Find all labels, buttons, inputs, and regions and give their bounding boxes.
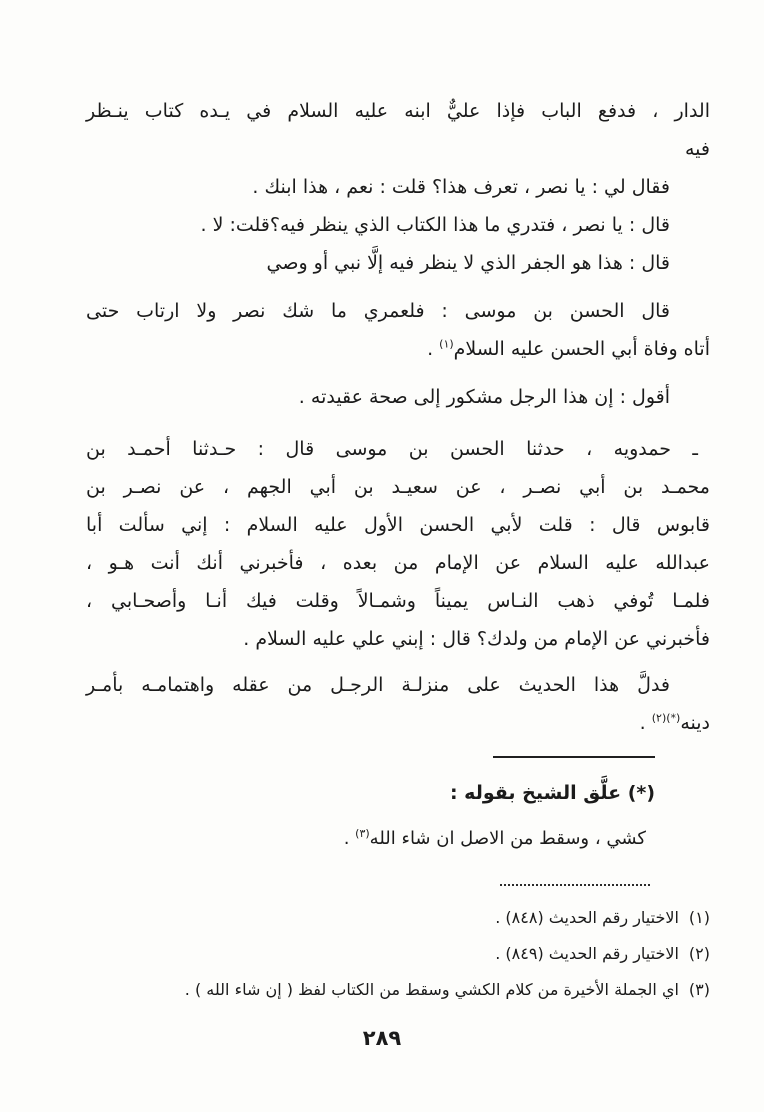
text-line: عبدالله عليه السلام عن الإمام من بعده ، فأخبرني أنك أنت هـو ، (86, 552, 710, 574)
text-run: أتاه وفاة أبي الحسن عليه السلام (453, 338, 710, 360)
footnote-text: الاختيار رقم الحديث (٨٤٩) . (495, 944, 679, 963)
footnote-item (86, 972, 710, 1008)
footnote-marker: (٢) (688, 944, 710, 963)
page-number: ٢٨٩ (362, 1026, 402, 1050)
footnote-text: اي الجملة الأخيرة من كلام الكشي وسقط من الكتاب لفظ ( إن شاء الله ) . (184, 980, 679, 999)
text-line: فدلَّ هذا الحديث على منزلـة الرجـل من عقله واهتمامـه بأمـر (86, 674, 670, 696)
text-line (86, 330, 710, 368)
text-line: ـ حمدويه ، حدثنا الحسن بن موسى قال : حـدثنا أحمـد بن (86, 438, 698, 460)
text-line: فلمـا تُوفي ذهب النـاس يميناً وشمـالاً وقلت فيك أنـا وأصحـابي ، (86, 590, 710, 612)
text-line: قال : يا نصر ، فتدري ما هذا الكتاب الذي ينظر فيه؟قلت: لا . (200, 214, 670, 236)
text-run: دينه (680, 712, 710, 734)
text-line: الدار ، فدفع الباب فإذا عليٌّ ابنه عليه السلام في يـده كتاب ينـظر (86, 100, 710, 122)
text-run: . (343, 828, 356, 849)
text-run: كشي ، وسقط من الاصل ان شاء الله (369, 828, 646, 849)
text-line: أقول : إن هذا الرجل مشكور إلى صحة عقيدته . (298, 386, 670, 408)
commentary-body (86, 820, 710, 858)
text-line: فيه (684, 138, 710, 160)
commentary-heading: (*) علَّق الشيخ بقوله : (449, 782, 655, 804)
dotted-separator (500, 884, 650, 886)
footnote-item (86, 936, 710, 972)
footnote-marker: (١) (688, 908, 710, 927)
text-run: . (427, 338, 440, 360)
text-line: قال : هذا هو الجفر الذي لا ينظر فيه إلَّا نبي أو وصي (266, 252, 670, 274)
footnotes-block (86, 900, 710, 1008)
text-line: فأخبرني عن الإمام من ولدك؟ قال : إبني علي عليه السلام . (243, 628, 710, 650)
footnote-ref-3: (٣) (355, 827, 370, 840)
text-run: . (639, 712, 652, 734)
main-text-block (86, 92, 710, 1008)
footnote-text: الاختيار رقم الحديث (٨٤٨) . (495, 908, 679, 927)
text-line: قال الحسن بن موسى : فلعمري ما شك نصر ولا ارتاب حتى (86, 300, 670, 322)
footnote-marker: (٣) (688, 980, 710, 999)
footnote-item (86, 900, 710, 936)
text-line: محمـد بن أبي نصـر ، عن سعيـد بن أبي الجهم ، عن نصـر بن (86, 476, 710, 498)
footnote-ref-1: (١) (439, 337, 454, 351)
text-line: فقال لي : يا نصر ، تعرف هذا؟ قلت : نعم ، هذا ابنك . (252, 176, 670, 198)
commentary-separator-rule (493, 756, 655, 758)
text-line: قابوس قال : قلت لأبي الحسن الأول عليه السلام : إني سألت أبا (86, 514, 710, 536)
footnote-ref-star-2: (*)(٢) (651, 711, 681, 725)
text-line (86, 704, 710, 742)
